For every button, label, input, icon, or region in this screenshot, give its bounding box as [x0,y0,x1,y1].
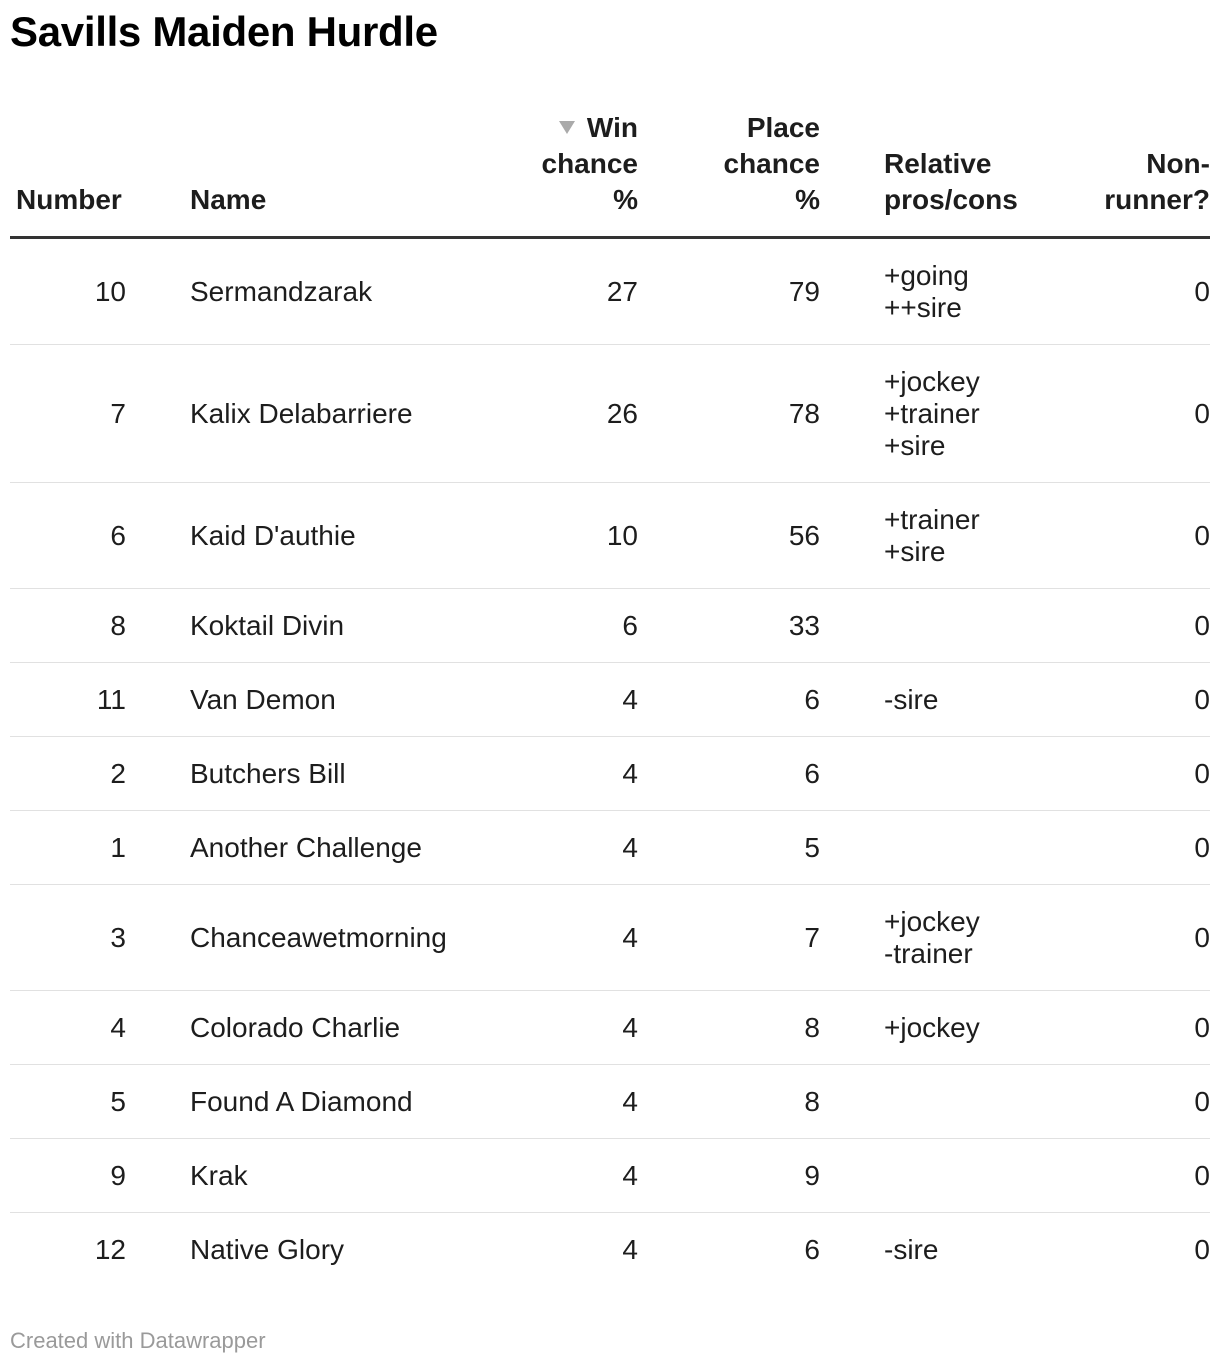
cell-number: 4 [110,1011,126,1043]
cell-win-chance: 4 [622,683,638,715]
pros-cons-line: +going [884,259,969,291]
header-line [1080,182,1210,218]
cell-number: 1 [110,831,126,863]
cell-relative-pros-cons [820,1234,1080,1266]
cell-place-chance: 7 [804,921,820,953]
cell-place-chance: 6 [804,683,820,715]
header-line [16,182,126,218]
table-header [10,112,1210,239]
cell-win-chance: 4 [622,757,638,789]
header-line [638,110,820,146]
column-header-win-chance[interactable] [476,110,638,218]
cell-non-runner: 0 [1194,1234,1210,1265]
cell-relative-pros-cons [820,366,1080,462]
cell-non-runner: 0 [1194,397,1210,429]
cell-place-chance: 8 [804,1085,820,1117]
cell-number: 8 [110,609,126,641]
cell-relative-pros-cons [820,684,1080,716]
column-header-number[interactable] [10,182,126,218]
cell-name: Chanceawetmorning [190,921,447,953]
table-row [10,663,1210,737]
cell-name: Colorado Charlie [190,1011,401,1043]
cell-win-chance: 4 [622,1234,638,1265]
cell-place-chance: 8 [804,1011,820,1043]
cell-win-chance: 4 [622,1011,638,1043]
table-row [10,483,1210,589]
cell-win-chance: 4 [622,921,638,953]
table-row [10,811,1210,885]
table-row [10,1065,1210,1139]
header-line [884,182,1080,218]
pros-cons-line: +jockey [884,905,980,937]
header-text: Win [586,112,638,143]
table-row [10,1213,1210,1287]
table-row [10,239,1210,345]
pros-cons-line: +trainer [884,503,980,535]
page-title: Savills Maiden Hurdle [10,8,438,55]
header-line [476,146,638,182]
header-line [476,182,638,218]
cell-non-runner: 0 [1194,831,1210,863]
cell-win-chance: 26 [606,397,638,429]
pros-cons-line: +jockey [884,1011,980,1043]
cell-relative-pros-cons [820,906,1080,970]
runners-table [10,112,1210,1287]
cell-non-runner: 0 [1194,275,1210,307]
cell-win-chance: 10 [606,519,638,551]
header-text: % [613,184,638,215]
table-row [10,1139,1210,1213]
table-row [10,737,1210,811]
pros-cons-line: -trainer [884,937,973,969]
footer-credit: Created with Datawrapper [10,1328,266,1353]
sort-down-icon[interactable] [559,121,575,134]
cell-place-chance: 33 [788,609,820,641]
cell-number: 7 [110,397,126,429]
cell-name: Native Glory [190,1234,345,1265]
cell-non-runner: 0 [1194,519,1210,551]
header-text: Non- [1146,148,1210,179]
header-text: Name [190,184,267,215]
cell-win-chance: 4 [622,1159,638,1191]
column-header-non-runner[interactable] [1080,146,1210,218]
table-row [10,589,1210,663]
header-line [190,182,476,218]
column-header-name[interactable] [126,182,476,218]
cell-non-runner: 0 [1194,921,1210,953]
cell-name: Found A Diamond [190,1085,413,1117]
cell-non-runner: 0 [1194,1085,1210,1117]
header-text: Relative [884,148,992,179]
pros-cons-line: +jockey [884,365,980,397]
cell-place-chance: 5 [804,831,820,863]
header-text: % [795,184,820,215]
cell-relative-pros-cons [820,1012,1080,1044]
header-line [638,182,820,218]
cell-non-runner: 0 [1194,683,1210,715]
table-row [10,345,1210,483]
cell-win-chance: 4 [622,831,638,863]
cell-name: Van Demon [190,683,336,715]
pros-cons-line: +sire [884,535,946,567]
cell-name: Kalix Delabarriere [190,397,413,429]
cell-name: Krak [190,1159,248,1191]
header-line [638,146,820,182]
cell-number: 2 [110,757,126,789]
pros-cons-line: +trainer [884,397,980,429]
cell-non-runner: 0 [1194,1011,1210,1043]
cell-non-runner: 0 [1194,1159,1210,1191]
cell-non-runner: 0 [1194,757,1210,789]
cell-non-runner: 0 [1194,609,1210,641]
cell-number: 12 [94,1234,126,1265]
cell-number: 11 [96,683,126,715]
cell-place-chance: 6 [804,757,820,789]
cell-place-chance: 79 [788,275,820,307]
cell-number: 10 [94,275,126,307]
cell-place-chance: 78 [788,397,820,429]
pros-cons-line: ++sire [884,291,962,323]
header-text: chance [541,148,638,179]
cell-name: Koktail Divin [190,609,345,641]
header-text: Number [16,184,122,215]
cell-name: Sermandzarak [190,275,373,307]
cell-win-chance: 6 [622,609,638,641]
cell-number: 6 [110,519,126,551]
cell-win-chance: 27 [606,275,638,307]
header-text: Place [746,112,820,143]
table-row [10,885,1210,991]
cell-place-chance: 9 [804,1159,820,1191]
cell-number: 5 [110,1085,126,1117]
cell-name: Butchers Bill [190,757,346,789]
cell-place-chance: 6 [804,1234,820,1265]
header-line [884,146,1080,182]
table-row [10,991,1210,1065]
cell-name: Another Challenge [190,831,422,863]
header-text: chance [723,148,820,179]
cell-place-chance: 56 [788,519,820,551]
pros-cons-line: -sire [884,1234,939,1265]
cell-win-chance: 4 [622,1085,638,1117]
cell-name: Kaid D'authie [190,519,356,551]
header-text: pros/cons [884,184,1018,215]
header-text: runner? [1104,184,1210,215]
table-body [10,239,1210,1287]
cell-relative-pros-cons [820,504,1080,568]
pros-cons-line: +sire [884,429,946,461]
header-line [476,110,638,146]
cell-relative-pros-cons [820,260,1080,324]
pros-cons-line: -sire [884,683,939,715]
header-line [1080,146,1210,182]
cell-number: 3 [110,921,126,953]
column-header-place-chance[interactable] [638,110,820,218]
column-header-relative-pros-cons[interactable] [820,146,1080,218]
cell-number: 9 [110,1159,126,1191]
